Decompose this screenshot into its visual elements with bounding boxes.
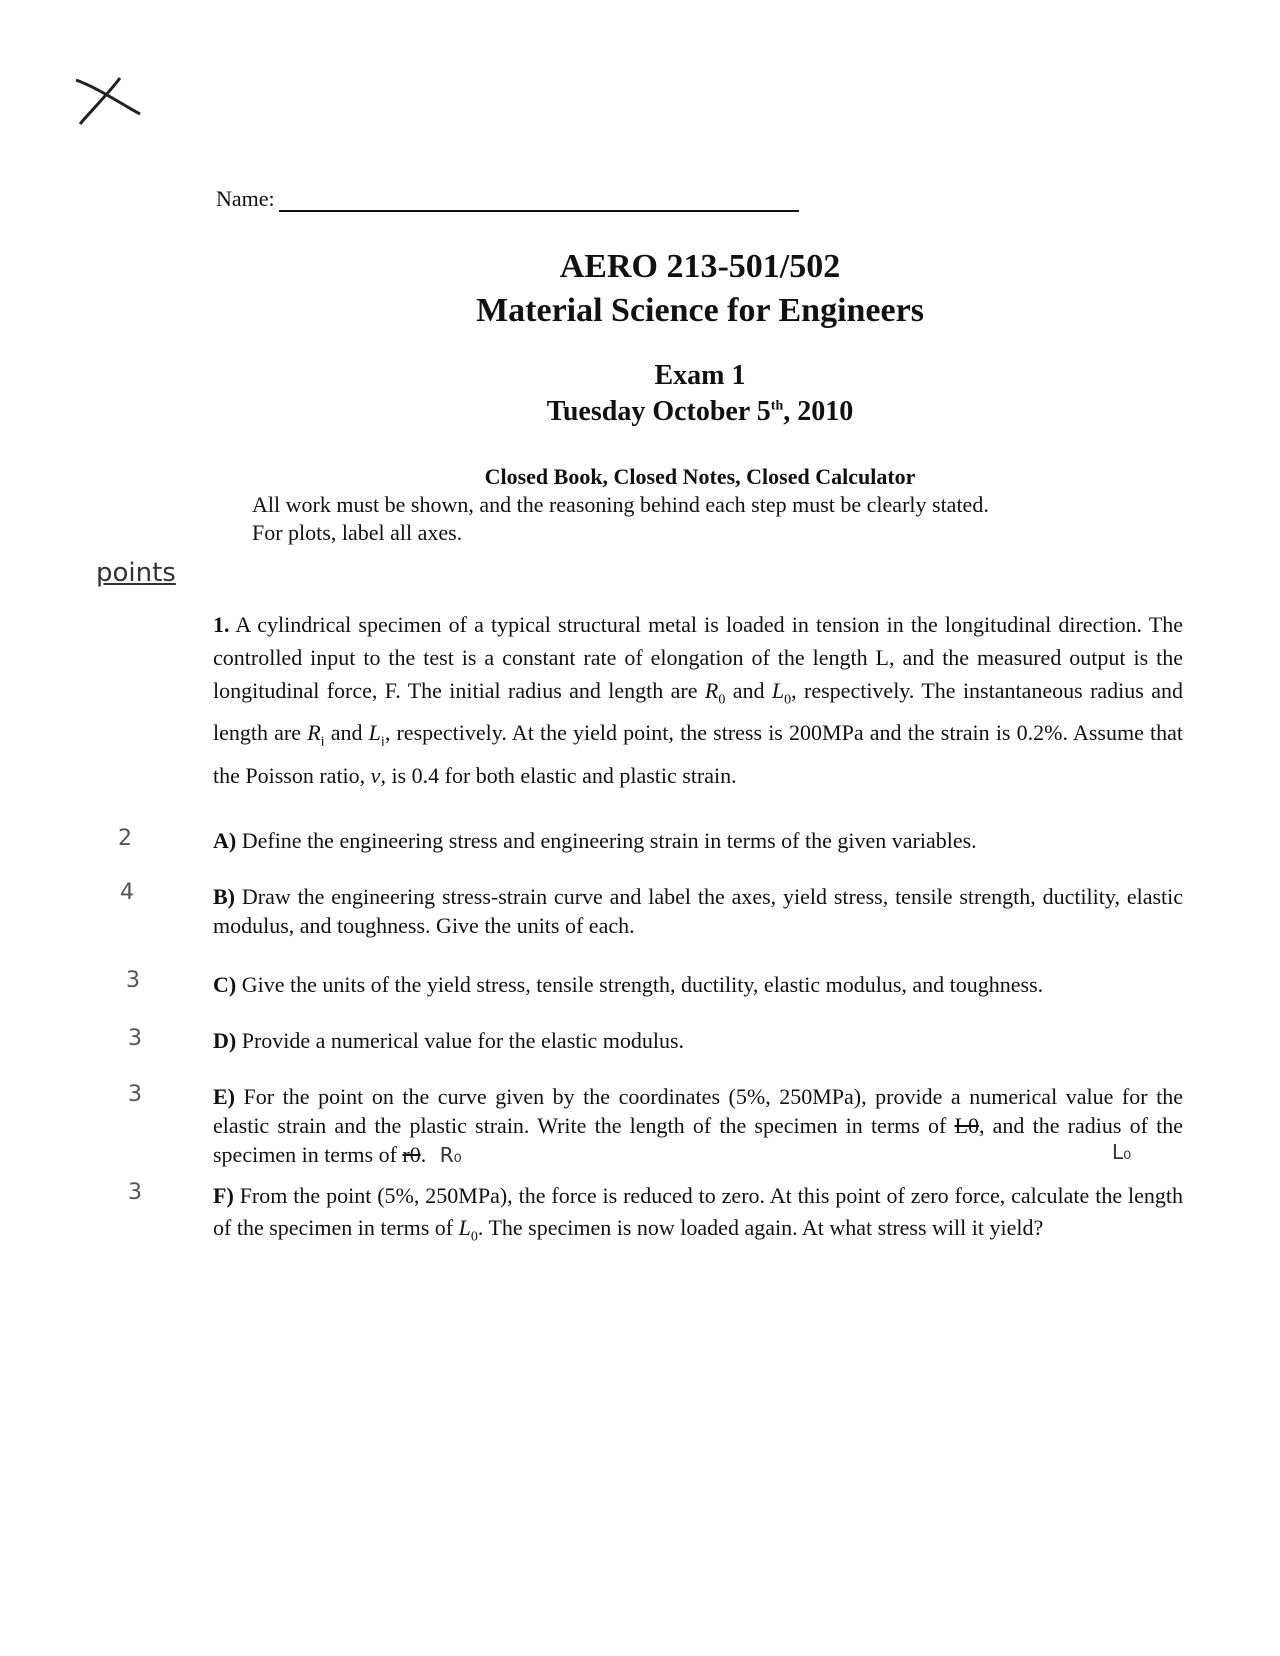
- var-li: L: [368, 720, 381, 746]
- margin-x-mark: [68, 72, 148, 132]
- points-b: 4: [120, 880, 134, 905]
- points-label: points: [96, 558, 176, 588]
- question-1-text-a: A cylindrical specimen of a typical structural metal is loaded in tension in the longitudinal direction. The controlled input to the test is a constant rate of elongation of the length L, and the measured output is the longitudinal force, F. The initial radius and length are: [213, 612, 1183, 703]
- var-li-sub: i: [380, 734, 385, 750]
- course-code: AERO 213-501/502: [559, 248, 841, 285]
- var-l0: L: [771, 678, 785, 703]
- name-label: Name:: [216, 186, 275, 211]
- part-a-label: A): [213, 828, 237, 853]
- part-e-period: .: [420, 1142, 427, 1167]
- exam-date-text: Tuesday October 5: [546, 396, 771, 427]
- part-c-text: Give the units of the yield stress, tensile strength, ductility, elastic modulus, and toughness.: [241, 972, 1044, 997]
- handwritten-l0: L₀: [1112, 1140, 1132, 1164]
- question-1-text-b: , respectively. The instantaneous radius and length are: [213, 678, 1183, 746]
- exam-date-year: , 2010: [783, 396, 854, 427]
- exam-title: Exam 1: [654, 360, 746, 391]
- part-b: [213, 882, 1183, 940]
- var-l0-sub: 0: [784, 692, 792, 708]
- part-f-text-b: . The specimen is now loaded again. At what stress will it yield?: [477, 1215, 1044, 1240]
- part-e: [213, 1082, 1183, 1170]
- part-a-text: Define the engineering stress and engineering strain in terms of the given variables.: [241, 828, 977, 853]
- part-f-text: From the point (5%, 250MPa), the force is reduced to zero. At this point of zero force, calculate the length of the specimen in terms of: [213, 1183, 1183, 1240]
- part-a: [213, 826, 1183, 855]
- handwritten-r0: R₀: [439, 1143, 462, 1167]
- question-1-number: 1.: [213, 612, 230, 637]
- question-1-text-d: , is 0.4 for both elastic and plastic strain.: [380, 762, 737, 788]
- points-f: 3: [128, 1180, 142, 1205]
- part-f-label: F): [213, 1183, 234, 1208]
- exam-date-sup: th: [770, 398, 784, 414]
- part-e-text-2: , and the radius of the specimen in terms of: [213, 1113, 1183, 1167]
- var-r0-sub: 0: [718, 692, 726, 708]
- rules-line-1: All work must be shown, and the reasoning behind each step must be clearly stated.: [252, 492, 989, 517]
- part-d-text: Provide a numerical value for the elastic modulus.: [241, 1028, 685, 1053]
- part-f-l0-sub: 0: [470, 1229, 478, 1245]
- part-e-r0: r0: [402, 1142, 421, 1167]
- part-e-label: E): [213, 1084, 235, 1109]
- points-d: 3: [128, 1026, 142, 1051]
- exam-date: [0, 396, 1280, 428]
- part-c-label: C): [213, 972, 237, 997]
- part-f: [213, 1180, 1183, 1253]
- part-b-label: B): [213, 884, 235, 909]
- var-nu: v: [370, 762, 381, 788]
- question-1-text-c: , respectively. At the yield point, the stress is 200MPa and the strain is 0.2%. Assume that the Poisson ratio,: [213, 720, 1184, 788]
- part-e-text: For the point on the curve given by the coordinates (5%, 250MPa), provide a numerical value for the elastic strain and the plastic strain. Write the length of the specimen in terms of: [213, 1084, 1183, 1138]
- points-e: 3: [128, 1082, 142, 1107]
- rules-line-2: For plots, label all axes.: [252, 520, 463, 545]
- and-2: and: [324, 720, 369, 746]
- name-field[interactable]: [279, 188, 799, 212]
- course-title: Material Science for Engineers: [476, 292, 924, 329]
- var-ri: R: [307, 720, 321, 746]
- part-d-label: D): [213, 1028, 237, 1053]
- question-1: [213, 608, 1183, 792]
- and-1: and: [725, 678, 772, 703]
- points-a: 2: [118, 826, 132, 851]
- var-ri-sub: i: [320, 734, 325, 750]
- part-b-text: Draw the engineering stress-strain curve and label the axes, yield stress, tensile strength, ductility, elastic modulus, and toughness. Give the units of each.: [213, 884, 1184, 938]
- points-c: 3: [126, 968, 140, 993]
- rules-heading: Closed Book, Closed Notes, Closed Calculator: [484, 464, 916, 489]
- part-c: [213, 970, 1183, 999]
- part-f-l0: L: [458, 1215, 471, 1240]
- part-e-l0: L0: [954, 1113, 979, 1138]
- var-r0: R: [704, 678, 719, 703]
- name-row: [216, 186, 799, 212]
- part-d: [213, 1026, 1183, 1055]
